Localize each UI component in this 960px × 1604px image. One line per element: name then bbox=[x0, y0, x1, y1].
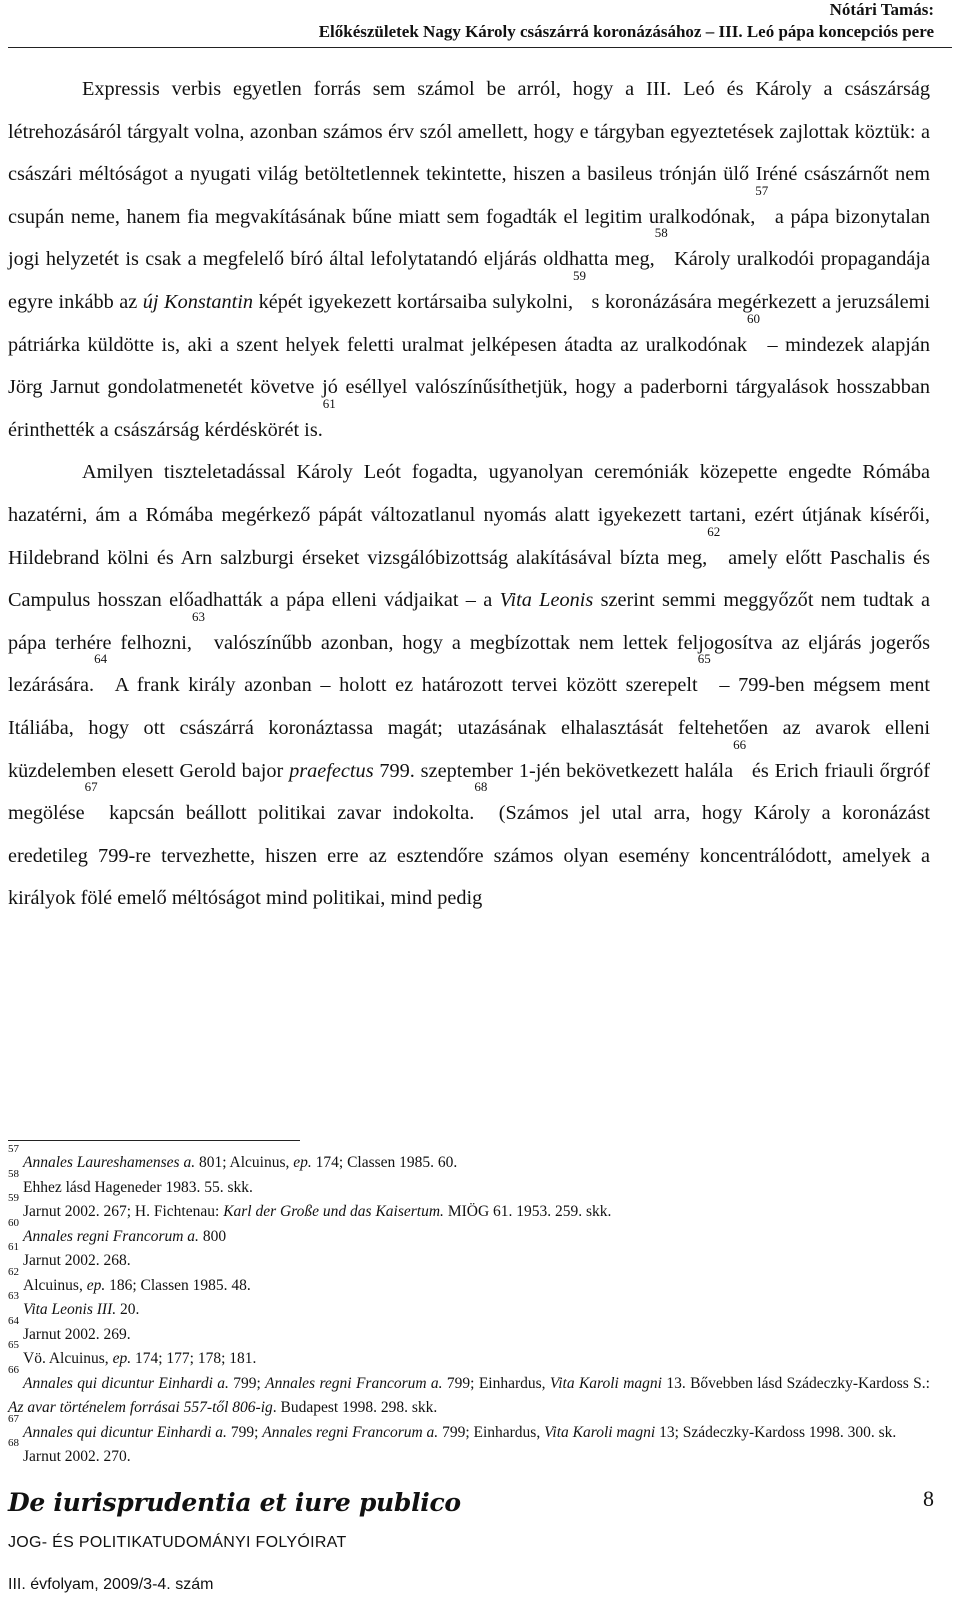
footnote-number: 59 bbox=[8, 1192, 19, 1204]
footnote-text: 174; 177; 178; 181. bbox=[131, 1350, 257, 1367]
text-run: szerint semmi meggyőzőt nem tudtak a pápa terhére felhozni, bbox=[8, 589, 931, 654]
journal-issue: III. évfolyam, 2009/3-4. szám bbox=[8, 1576, 214, 1593]
footnote-item bbox=[8, 1314, 930, 1348]
footnote-italic-text: ep. bbox=[112, 1350, 132, 1367]
footnote-italic-text: Karl der Große und das Kaisertum. bbox=[223, 1203, 444, 1220]
text-run: A frank király azonban – holott ez határozott tervei között szerepelt bbox=[107, 674, 698, 697]
footnote-italic-text: Annales regni Francorum a. bbox=[23, 1227, 199, 1245]
footnote-text: 13; Szádeczky-Kardoss 1998. 300. sk. bbox=[655, 1423, 897, 1441]
footnote-ref[interactable]: 67 bbox=[84, 779, 98, 795]
text-run: amely előtt Paschalis és Campulus hosszan előadhatták a pápa elleni vádjaikat – a bbox=[8, 546, 930, 612]
text-run: (Számos jel utal arra, hogy Károly a koronázást eredetileg 799-re tervezhette, hiszen erre az esztendőre számos olyan esemény koncentrálódott, amelyek a királyok fölé emelő méltóságot mind politikai, mind pedig bbox=[8, 802, 930, 910]
italic-term: praefectus bbox=[289, 759, 374, 782]
footnote-item bbox=[8, 1167, 930, 1201]
text-run: – 799-ben mégsem ment Itáliába, hogy ott császárrá koronáztassa magát; utazásának elhalasztását feltehetően az avarok elleni küzdelemben elesett Gerold bajor bbox=[8, 674, 930, 782]
footnote-text: Alcuinus, bbox=[23, 1276, 87, 1294]
footnote-number: 68 bbox=[8, 1437, 19, 1449]
footnote-number: 62 bbox=[8, 1265, 19, 1278]
footnote-text: 186; Classen 1985. 48. bbox=[105, 1276, 251, 1294]
footnote-ref[interactable]: 63 bbox=[191, 608, 205, 624]
footnote-number: 61 bbox=[8, 1241, 19, 1253]
footnote-text: 799; bbox=[228, 1374, 266, 1392]
footnote-text: Vö. Alcuinus, bbox=[23, 1350, 113, 1367]
running-header-title: Előkészületek Nagy Károly császárrá koronázásához – III. Leó pápa koncepciós pere bbox=[318, 22, 934, 41]
footnote-text: 799; Einhardus, bbox=[442, 1374, 550, 1392]
footnote-item bbox=[8, 1412, 930, 1446]
text-run: kapcsán beállott politikai zavar indokolta. bbox=[97, 802, 475, 825]
footnote-italic-text: ep. bbox=[86, 1276, 106, 1294]
footnote-separator bbox=[8, 1140, 300, 1141]
footnote-item bbox=[8, 1437, 930, 1470]
text-run: s koronázására megérkezett a jeruzsálemi pátriárka küldötte is, aki a szent helyek feletti uralmat jelképesen átadta az uralkodónak bbox=[8, 290, 930, 356]
footnote-ref[interactable]: 64 bbox=[94, 651, 108, 667]
footnote-text: MIÖG 61. 1953. 259. skk. bbox=[443, 1203, 612, 1220]
text-run: Károly uralkodói propagandája egyre inkább az bbox=[8, 248, 930, 313]
text-run: Amilyen tiszteletadással Károly Leót fogadta, ugyanolyan ceremóniák közepette engedte Rómába hazatérni, ám a Rómába megérkező pápát változatlanul nyomás alatt igyekezett tartani, ezért útjának kísérői, Hildebrand kölni és Arn salzburgi érseket vizsgálóbizottság alakításával bízta meg, bbox=[8, 461, 930, 569]
footnote-number: 60 bbox=[8, 1216, 19, 1229]
text-run: 799. szeptember 1-jén bekövetkezett halála bbox=[373, 759, 734, 782]
journal-name: JOG- ÉS POLITIKATUDOMÁNYI FOLYÓIRAT bbox=[8, 1534, 347, 1551]
footnote-number: 64 bbox=[8, 1314, 19, 1327]
footnote-text: Jarnut 2002. 269. bbox=[23, 1325, 131, 1343]
footnote-ref[interactable]: 58 bbox=[654, 225, 668, 241]
text-run: valószínűbb azonban, hogy a megbízottak nem lettek feljogosítva az eljárás jogerős lezárására. bbox=[8, 631, 930, 697]
paragraph-2 bbox=[8, 451, 930, 920]
footnote-number: 65 bbox=[8, 1339, 19, 1351]
footnote-ref[interactable]: 65 bbox=[697, 651, 711, 667]
footnote-ref[interactable]: 60 bbox=[747, 310, 761, 326]
italic-term: Vita Leonis bbox=[499, 589, 594, 612]
footnote-number: 58 bbox=[8, 1167, 19, 1180]
footnote-italic-text: Vita Karoli magni bbox=[549, 1374, 662, 1392]
footnote-italic-text: Annales qui dicuntur Einhardi a. bbox=[23, 1374, 229, 1392]
footnote-item bbox=[8, 1339, 930, 1372]
footnote-italic-text: Vita Leonis III. bbox=[23, 1301, 117, 1318]
footnote-item bbox=[8, 1290, 930, 1323]
footnote-italic-text: Annales Laureshamenses a. bbox=[23, 1154, 196, 1171]
text-run: Expressis verbis egyetlen forrás sem számol be arról, hogy a III. Leó és Károly a császárság létrehozásáról tárgyalt volna, azonban számos érv szól amellett, hogy e tárgyban egyeztetések zajlottak köztük: a császári méltóságot a nyugati világ betöltetlennek tekintette, hiszen a basileus trónján ülő Iréné császárnőt nem csupán neme, hanem fia megvakításának bűne miatt sem fogadták el legitim uralkodónak, bbox=[8, 78, 930, 228]
footnote-item bbox=[8, 1216, 930, 1250]
italic-term: új Konstantin bbox=[142, 290, 254, 313]
footnote-italic-text: Annales qui dicuntur Einhardi a. bbox=[23, 1423, 227, 1441]
footnote-item bbox=[8, 1241, 930, 1274]
footnote-text: 799; Einhardus, bbox=[438, 1423, 545, 1441]
footnote-text: Jarnut 2002. 270. bbox=[23, 1448, 131, 1465]
header-rule bbox=[8, 47, 952, 48]
footnote-number: 63 bbox=[8, 1290, 19, 1302]
footnote-text: 20. bbox=[116, 1301, 140, 1318]
series-title: De iurisprudentia et iure publico bbox=[8, 1488, 461, 1517]
footnotes-list bbox=[8, 1143, 930, 1470]
footnote-text: Ehhez lásd Hageneder 1983. 55. skk. bbox=[23, 1178, 253, 1196]
footnote-item bbox=[8, 1265, 930, 1299]
text-run: és Erich friauli őrgróf megölése bbox=[8, 759, 930, 825]
footnote-text: . Budapest 1998. 298. skk. bbox=[272, 1399, 438, 1416]
footnote-ref[interactable]: 68 bbox=[474, 779, 488, 795]
page-number: 8 bbox=[923, 1486, 934, 1511]
footnote-ref[interactable]: 62 bbox=[707, 523, 721, 539]
text-run: képét igyekezett kortársaiba sulykolni, bbox=[253, 290, 574, 313]
footnote-number: 66 bbox=[8, 1363, 19, 1376]
footnote-text: 174; Classen 1985. 60. bbox=[311, 1154, 458, 1171]
footnote-text: Jarnut 2002. 268. bbox=[23, 1252, 131, 1269]
footnote-italic-text: Annales regni Francorum a. bbox=[265, 1374, 443, 1392]
footnote-italic-text: ep. bbox=[293, 1154, 312, 1171]
text-run: – mindezek alapján Jörg Jarnut gondolatmenetét követve jó eséllyel valószínűsíthetjük, hogy a paderborni tárgyalások hosszabban érinthették a császárság kérdéskörét is. bbox=[8, 333, 930, 441]
footnote-item bbox=[8, 1192, 930, 1225]
paragraph-1 bbox=[8, 68, 930, 451]
body-text bbox=[8, 68, 930, 920]
footnote-italic-text: Annales regni Francorum a. bbox=[262, 1423, 439, 1441]
text-run: a pápa bizonytalan jogi helyzetét is csak a megfelelő bíró által lefolytatandó eljárás oldhatta meg, bbox=[8, 205, 930, 271]
footnote-item bbox=[8, 1363, 930, 1421]
footnote-text: 799; bbox=[226, 1423, 263, 1441]
footnote-text: 801; Alcuinus, bbox=[195, 1154, 294, 1171]
footnote-text: Jarnut 2002. 267; H. Fichtenau: bbox=[23, 1203, 224, 1220]
footnote-number: 57 bbox=[8, 1143, 19, 1155]
footnote-item bbox=[8, 1143, 930, 1176]
footnote-text: 800 bbox=[198, 1227, 227, 1245]
footnote-ref[interactable]: 61 bbox=[322, 395, 336, 411]
footnote-number: 67 bbox=[8, 1412, 19, 1425]
footnote-ref[interactable]: 57 bbox=[755, 182, 769, 198]
footnote-ref[interactable]: 66 bbox=[733, 736, 747, 752]
footnote-ref[interactable]: 59 bbox=[573, 267, 587, 283]
footnote-italic-text: Az avar történelem forrásai 557-től 806-ig bbox=[8, 1399, 273, 1416]
footnote-text: 13. Bővebben lásd Szádeczky-Kardoss S.: bbox=[661, 1374, 930, 1392]
running-header-author: Nótári Tamás: bbox=[829, 0, 934, 19]
footnote-italic-text: Vita Karoli magni bbox=[544, 1423, 656, 1441]
